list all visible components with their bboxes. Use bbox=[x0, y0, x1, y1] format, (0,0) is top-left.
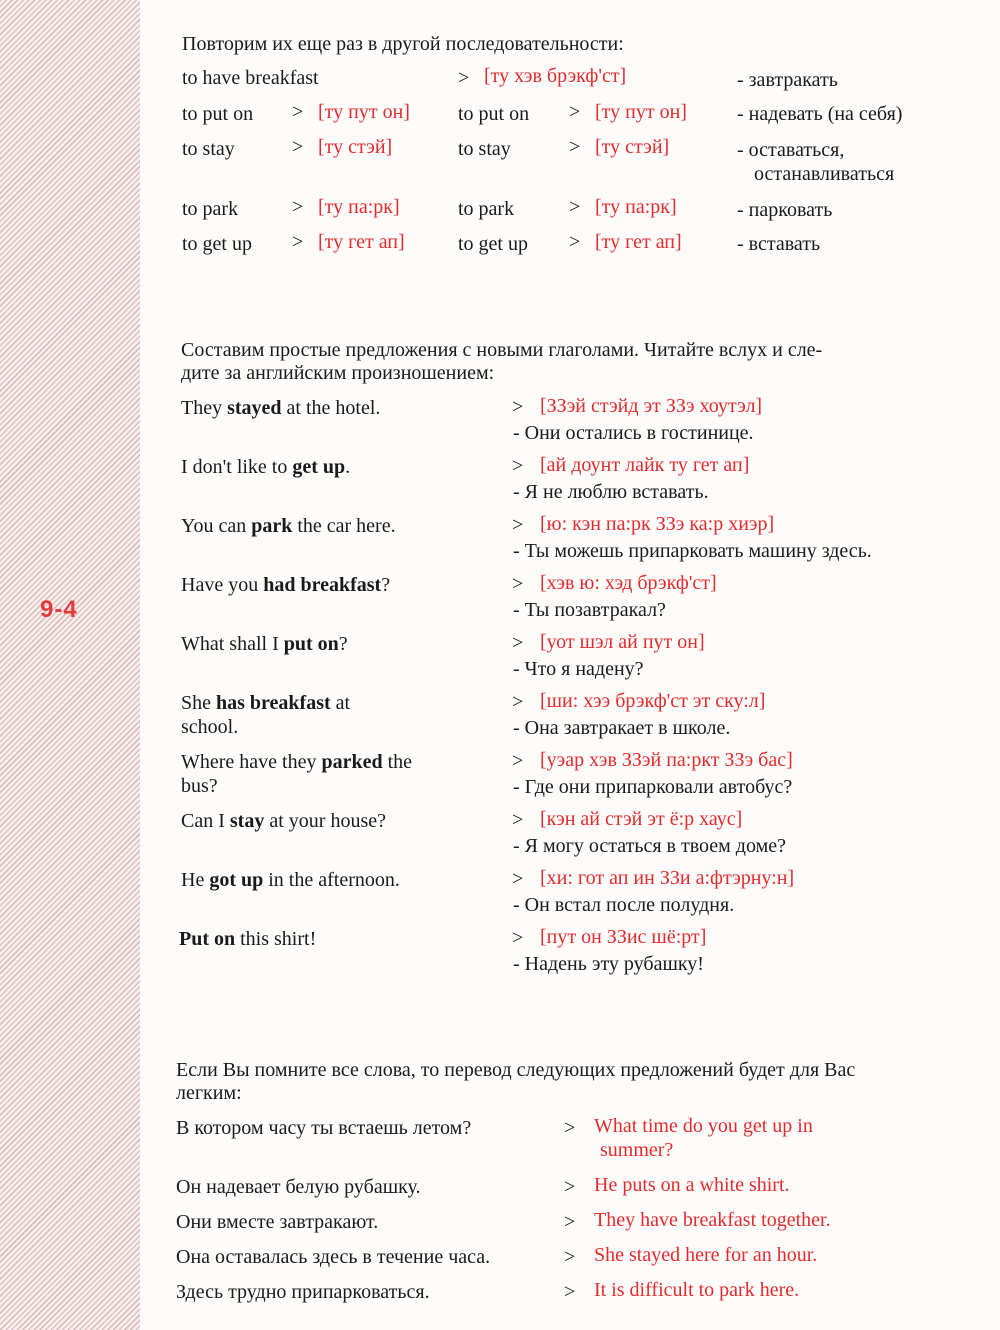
verb-ru: - парковать bbox=[737, 199, 833, 221]
verb-ru: - вставать bbox=[737, 233, 821, 255]
section3-intro-cont: легким: bbox=[176, 1082, 242, 1104]
verb-transcription: [ту стэй] bbox=[318, 136, 393, 158]
sentence-transcription: [ай доунт лайк ту гет ап] bbox=[540, 454, 750, 476]
arrow-icon: > bbox=[512, 573, 524, 595]
arrow-icon: > bbox=[564, 1211, 576, 1233]
exercise-ru: В котором часу ты встаешь летом? bbox=[176, 1117, 472, 1139]
verb-transcription-2: [ту гет ап] bbox=[595, 231, 682, 253]
sentence-en-cont: bus? bbox=[181, 775, 218, 797]
arrow-icon: > bbox=[458, 67, 470, 89]
sentence-en: She has breakfast at bbox=[181, 692, 351, 714]
verb-transcription-2: [ту стэй] bbox=[595, 136, 670, 158]
sentence-ru: - Ты можешь припарковать машину здесь. bbox=[513, 540, 872, 562]
verb-en: to park bbox=[182, 198, 239, 220]
arrow-icon: > bbox=[292, 136, 304, 158]
verb-ru: - надевать (на себя) bbox=[737, 103, 903, 125]
arrow-icon: > bbox=[564, 1281, 576, 1303]
arrow-icon: > bbox=[564, 1117, 576, 1139]
verb-ru: - завтракать bbox=[737, 69, 838, 91]
sentence-en: Put on this shirt! bbox=[179, 928, 317, 950]
verb-ru: - оставаться, bbox=[737, 139, 845, 161]
verb-transcription: [ту па:рк] bbox=[318, 196, 400, 218]
verb-en-2: to put on bbox=[458, 103, 530, 125]
sentence-transcription: [хэв ю: хэд брэкф'ст] bbox=[540, 572, 717, 594]
exercise-en: They have breakfast together. bbox=[594, 1209, 831, 1231]
sentence-ru: - Они остались в гостинице. bbox=[513, 422, 754, 444]
verb-transcription-2: [ту пут он] bbox=[595, 101, 687, 123]
exercise-ru: Они вместе завтракают. bbox=[176, 1211, 379, 1233]
sentence-transcription: [уэар хэв ЗЗэй па:ркт ЗЗэ бас] bbox=[540, 749, 793, 771]
arrow-icon: > bbox=[569, 136, 581, 158]
arrow-icon: > bbox=[569, 196, 581, 218]
sentence-transcription: [ЗЗэй стэйд эт ЗЗэ хоутэл] bbox=[540, 395, 763, 417]
verb-ru-cont: останавливаться bbox=[754, 163, 895, 185]
verb-transcription-2: [ту па:рк] bbox=[595, 196, 677, 218]
sentence-ru: - Я могу остаться в твоем доме? bbox=[513, 835, 786, 857]
page-number: 9-4 bbox=[40, 596, 78, 623]
sentence-ru: - Он встал после полудня. bbox=[513, 894, 735, 916]
arrow-icon: > bbox=[512, 691, 524, 713]
sentence-en: They stayed at the hotel. bbox=[181, 397, 381, 419]
sentence-ru: - Что я надену? bbox=[513, 658, 644, 680]
arrow-icon: > bbox=[512, 455, 524, 477]
sentence-transcription: [кэн ай стэй эт ё:р хаус] bbox=[540, 808, 743, 830]
verb-transcription: [ту пут он] bbox=[318, 101, 410, 123]
sentence-ru: - Ты позавтракал? bbox=[513, 599, 666, 621]
exercise-en-cont: summer? bbox=[600, 1139, 674, 1161]
sentence-en: What shall I put on? bbox=[181, 633, 348, 655]
section1-intro: Повторим их еще раз в другой последовательности: bbox=[182, 33, 624, 55]
arrow-icon: > bbox=[512, 927, 524, 949]
sentence-transcription: [ю: кэн па:рк ЗЗэ ка:р хиэр] bbox=[540, 513, 775, 535]
exercise-en: What time do you get up in bbox=[594, 1115, 813, 1137]
arrow-icon: > bbox=[512, 396, 524, 418]
arrow-icon: > bbox=[512, 514, 524, 536]
sentence-transcription: [ши: хээ брэкф'ст эт ску:л] bbox=[540, 690, 766, 712]
verb-en: to stay bbox=[182, 138, 235, 160]
verb-transcription: [ту хэв брэкф'ст] bbox=[484, 65, 627, 87]
exercise-en: She stayed here for an hour. bbox=[594, 1244, 818, 1266]
arrow-icon: > bbox=[564, 1246, 576, 1268]
section2-intro-cont: дите за английским произношением: bbox=[181, 362, 495, 384]
verb-en-2: to get up bbox=[458, 233, 528, 255]
verb-transcription: [ту гет ап] bbox=[318, 231, 405, 253]
exercise-en: He puts on a white shirt. bbox=[594, 1174, 790, 1196]
arrow-icon: > bbox=[292, 196, 304, 218]
sentence-ru: - Она завтракает в школе. bbox=[513, 717, 731, 739]
sentence-ru: - Надень эту рубашку! bbox=[513, 953, 704, 975]
exercise-ru: Он надевает белую рубашку. bbox=[176, 1176, 421, 1198]
sentence-transcription: [уот шэл ай пут он] bbox=[540, 631, 705, 653]
sentence-en: You can park the car here. bbox=[181, 515, 396, 537]
arrow-icon: > bbox=[512, 868, 524, 890]
sentence-ru: - Я не люблю вставать. bbox=[513, 481, 709, 503]
sentence-en: Have you had breakfast? bbox=[181, 574, 391, 596]
verb-en: to have breakfast bbox=[182, 67, 319, 89]
sentence-en: Can I stay at your house? bbox=[181, 810, 386, 832]
exercise-ru: Она оставалась здесь в течение часа. bbox=[176, 1246, 491, 1268]
exercise-ru: Здесь трудно припарковаться. bbox=[176, 1281, 430, 1303]
verb-en-2: to park bbox=[458, 198, 515, 220]
verb-en: to get up bbox=[182, 233, 252, 255]
sentence-transcription: [пут он ЗЗис шё:рт] bbox=[540, 926, 707, 948]
arrow-icon: > bbox=[569, 101, 581, 123]
sentence-en-cont: school. bbox=[181, 716, 239, 738]
arrow-icon: > bbox=[512, 750, 524, 772]
sentence-en: He got up in the afternoon. bbox=[181, 869, 400, 891]
verb-en-2: to stay bbox=[458, 138, 511, 160]
arrow-icon: > bbox=[512, 809, 524, 831]
arrow-icon: > bbox=[564, 1176, 576, 1198]
sentence-transcription: [хи: гот ап ин ЗЗи а:фтэрну:н] bbox=[540, 867, 795, 889]
sentence-ru: - Где они припарковали автобус? bbox=[513, 776, 793, 798]
exercise-en: It is difficult to park here. bbox=[594, 1279, 800, 1301]
section3-intro: Если Вы помните все слова, то перевод следующих предложений будет для Вас bbox=[176, 1059, 856, 1081]
arrow-icon: > bbox=[512, 632, 524, 654]
section2-intro: Составим простые предложения с новыми глаголами. Читайте вслух и сле- bbox=[181, 339, 823, 361]
arrow-icon: > bbox=[569, 231, 581, 253]
arrow-icon: > bbox=[292, 101, 304, 123]
sentence-en: I don't like to get up. bbox=[181, 456, 351, 478]
sentence-en: Where have they parked the bbox=[181, 751, 413, 773]
arrow-icon: > bbox=[292, 231, 304, 253]
verb-en: to put on bbox=[182, 103, 254, 125]
